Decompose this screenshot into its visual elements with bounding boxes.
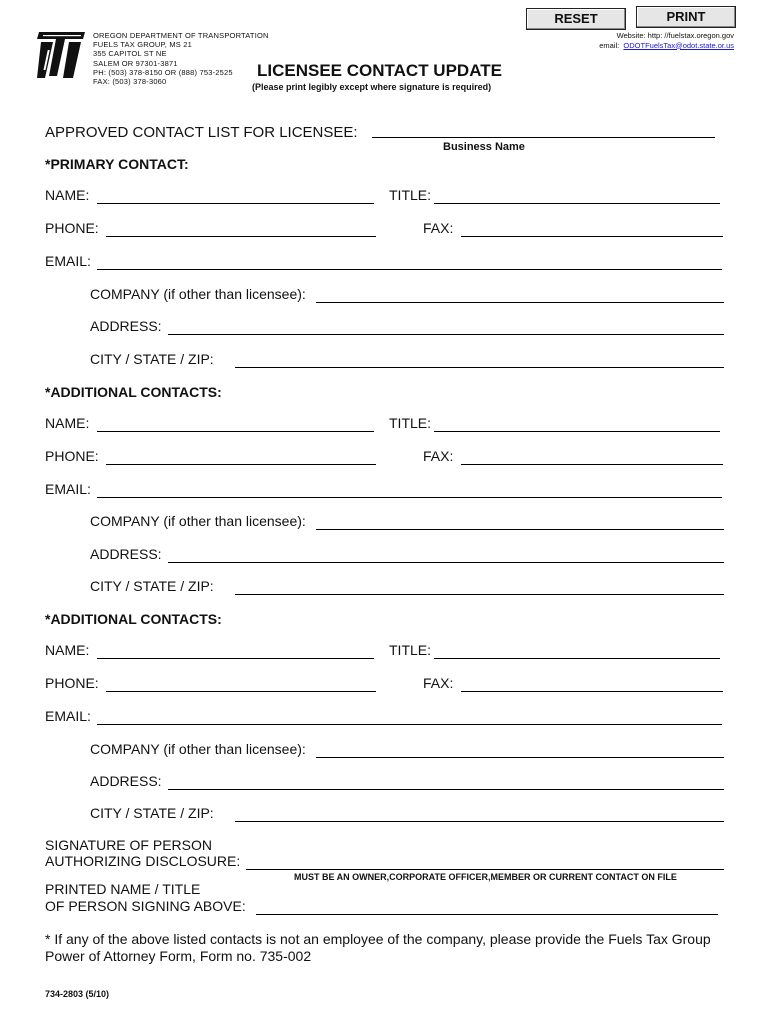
additional1-address-field[interactable]	[168, 547, 724, 563]
signature-field[interactable]	[246, 852, 724, 870]
address-label: ADDRESS:	[90, 546, 162, 562]
primary-name-field[interactable]	[97, 188, 374, 204]
company-label: COMPANY (if other than licensee):	[90, 286, 306, 302]
reset-button[interactable]: RESET	[526, 8, 626, 30]
primary-company-field[interactable]	[316, 287, 724, 303]
additional2-name-field[interactable]	[97, 643, 374, 659]
page-subtitle: (Please print legibly except where signature is required)	[252, 82, 492, 92]
primary-email-field[interactable]	[97, 254, 722, 270]
phone-label: PHONE:	[45, 220, 99, 236]
company-label: COMPANY (if other than licensee):	[90, 513, 306, 529]
form-number: 734-2803 (5/10)	[45, 989, 110, 999]
city-label: CITY / STATE / ZIP:	[90, 351, 214, 367]
additional1-email-field[interactable]	[97, 482, 722, 498]
footnote-line1: * If any of the above listed contacts is not an employee of the company, please provide the Fuels Tax Group	[45, 931, 711, 947]
section-additional-contacts: *ADDITIONAL CONTACTS:	[45, 384, 222, 400]
additional2-title-field[interactable]	[434, 643, 720, 659]
agency-line: 355 CAPITOL ST NE	[93, 49, 167, 59]
agency-line: SALEM OR 97301-3871	[93, 58, 178, 68]
business-name-caption: Business Name	[443, 141, 525, 153]
title-label: TITLE:	[389, 415, 432, 431]
website-text: Website: http: //fuelstax.oregon.gov	[616, 31, 734, 40]
signature-note: MUST BE AN OWNER,CORPORATE OFFICER,MEMBER OR CURRENT CONTACT ON FILE	[294, 872, 677, 882]
print-button[interactable]: PRINT	[636, 6, 736, 28]
additional2-email-field[interactable]	[97, 709, 722, 725]
city-label: CITY / STATE / ZIP:	[90, 578, 214, 594]
address-label: ADDRESS:	[90, 773, 162, 789]
section-primary-contact: *PRIMARY CONTACT:	[45, 156, 189, 172]
signature-label-line2: AUTHORIZING DISCLOSURE:	[45, 853, 241, 869]
email-prefix: email:	[599, 40, 620, 50]
footnote-line2: Power of Attorney Form, Form no. 735-002	[45, 948, 312, 964]
agency-line: FAX: (503) 378-3060	[93, 77, 167, 87]
additional2-phone-field[interactable]	[106, 676, 376, 692]
section-additional-contacts: *ADDITIONAL CONTACTS:	[45, 611, 222, 627]
agency-address	[93, 31, 269, 86]
printed-name-label-line2: OF PERSON SIGNING ABOVE:	[45, 898, 246, 914]
fax-label: FAX:	[423, 220, 454, 236]
additional2-city-field[interactable]	[235, 806, 724, 822]
city-label: CITY / STATE / ZIP:	[90, 805, 214, 821]
email-label: EMAIL:	[45, 708, 91, 724]
company-label: COMPANY (if other than licensee):	[90, 741, 306, 757]
odot-logo	[35, 30, 87, 80]
name-label: NAME:	[45, 187, 90, 203]
additional1-name-field[interactable]	[97, 416, 374, 432]
primary-address-field[interactable]	[168, 319, 724, 335]
name-label: NAME:	[45, 642, 90, 658]
primary-phone-field[interactable]	[106, 221, 376, 237]
additional1-company-field[interactable]	[316, 514, 724, 530]
printed-name-field[interactable]	[256, 899, 718, 915]
fax-label: FAX:	[423, 448, 454, 464]
email-link[interactable]: ODOTFuelsTax@odot.state.or.us	[623, 40, 734, 50]
primary-fax-field[interactable]	[461, 221, 723, 237]
signature-label-line1: SIGNATURE OF PERSON	[45, 837, 212, 853]
printed-name-label-line1: PRINTED NAME / TITLE	[45, 881, 201, 897]
agency-line: FUELS TAX GROUP, MS 21	[93, 40, 193, 50]
additional2-fax-field[interactable]	[461, 676, 723, 692]
fax-label: FAX:	[423, 675, 454, 691]
business-name-field[interactable]	[372, 122, 715, 138]
additional1-phone-field[interactable]	[106, 449, 376, 465]
additional2-company-field[interactable]	[316, 742, 724, 758]
additional1-title-field[interactable]	[434, 416, 720, 432]
title-label: TITLE:	[389, 642, 432, 658]
additional1-city-field[interactable]	[235, 579, 724, 595]
contact-web	[599, 31, 734, 50]
page-title: LICENSEE CONTACT UPDATE	[257, 61, 502, 80]
email-label: EMAIL:	[45, 253, 91, 269]
email-label: EMAIL:	[45, 481, 91, 497]
agency-line: PH: (503) 378-8150 OR (888) 753-2525	[93, 67, 233, 77]
phone-label: PHONE:	[45, 675, 99, 691]
title-label: TITLE:	[389, 187, 432, 203]
address-label: ADDRESS:	[90, 318, 162, 334]
additional2-address-field[interactable]	[168, 774, 724, 790]
primary-title-field[interactable]	[434, 188, 720, 204]
phone-label: PHONE:	[45, 448, 99, 464]
name-label: NAME:	[45, 415, 90, 431]
approved-label: APPROVED CONTACT LIST FOR LICENSEE:	[45, 124, 358, 141]
primary-city-field[interactable]	[235, 352, 724, 368]
additional1-fax-field[interactable]	[461, 449, 723, 465]
agency-line: OREGON DEPARTMENT OF TRANSPORTATION	[93, 31, 269, 40]
